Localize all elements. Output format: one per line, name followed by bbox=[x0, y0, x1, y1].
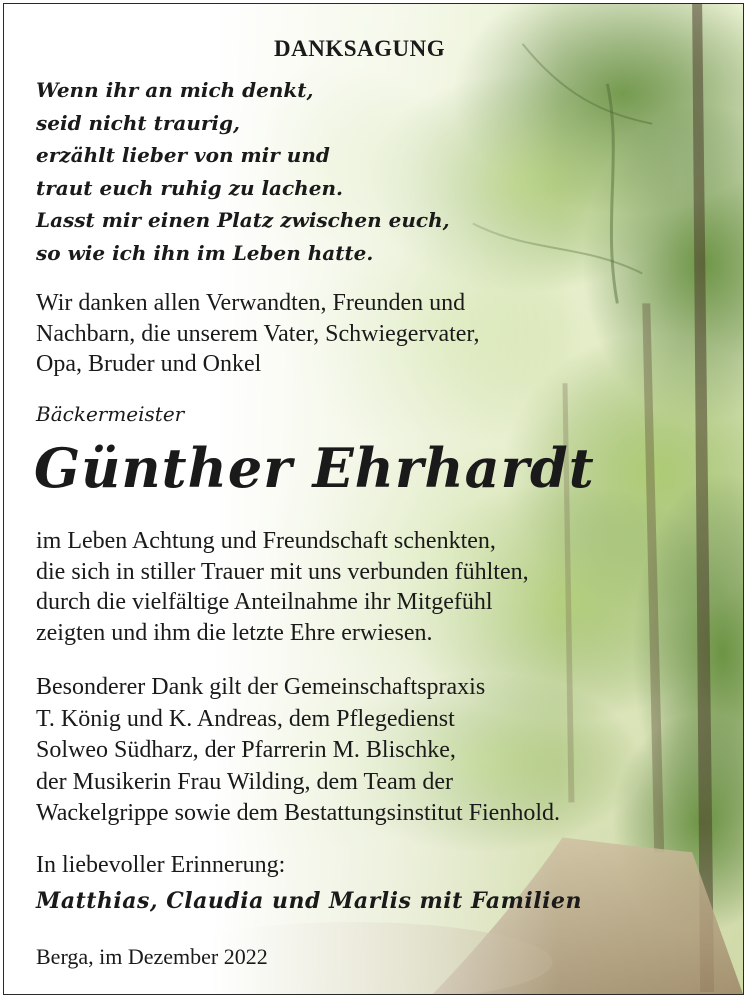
notice-content bbox=[4, 4, 743, 994]
family-signature: Matthias, Claudia und Marlis mit Familien bbox=[36, 888, 582, 914]
intro-line: Wir danken allen Verwandten, Freunden und bbox=[36, 290, 466, 316]
poem-line: Lasst mir einen Platz zwischen euch, bbox=[36, 208, 450, 233]
intro-line: Opa, Bruder und Onkel bbox=[36, 351, 262, 377]
occupation: Bäckermeister bbox=[36, 402, 185, 426]
deceased-name: Günther Ehrhardt bbox=[34, 436, 595, 500]
poem-line: seid nicht traurig, bbox=[36, 110, 240, 135]
thanks-line: zeigten und ihm die letzte Ehre erwiesen. bbox=[36, 619, 433, 646]
obituary-card bbox=[3, 3, 744, 995]
thanks-line: im Leben Achtung und Freundschaft schenkten, bbox=[36, 528, 496, 554]
special-thanks-line: der Musikerin Frau Wilding, dem Team der bbox=[36, 768, 454, 795]
place-date: Berga, im Dezember 2022 bbox=[36, 944, 268, 969]
poem-line: so wie ich ihn im Leben hatte. bbox=[36, 240, 374, 265]
poem bbox=[36, 74, 450, 270]
intro-paragraph bbox=[36, 288, 479, 380]
special-thanks-line: Besonderer Dank gilt der Gemeinschaftspraxis bbox=[36, 674, 486, 700]
thanks-line: durch die vielfältige Anteilnahme ihr Mitgefühl bbox=[36, 589, 493, 615]
remembrance-label: In liebevoller Erinnerung: bbox=[36, 852, 286, 878]
special-thanks-paragraph bbox=[36, 672, 560, 830]
poem-line: erzählt lieber von mir und bbox=[36, 143, 330, 168]
notice-title: DANKSAGUNG bbox=[274, 36, 446, 61]
poem-line: traut euch ruhig zu lachen. bbox=[36, 175, 343, 200]
special-thanks-line: T. König und K. Andreas, dem Pflegedienst bbox=[36, 705, 455, 732]
thanks-paragraph bbox=[36, 526, 529, 648]
intro-line: Nachbarn, die unserem Vater, Schwiegervater, bbox=[36, 320, 480, 347]
thanks-line: die sich in stiller Trauer mit uns verbunden fühlten, bbox=[36, 558, 529, 585]
special-thanks-line: Wackelgrippe sowie dem Bestattungsinstitut Fienhold. bbox=[36, 800, 560, 826]
special-thanks-line: Solweo Südharz, der Pfarrerin M. Blischke, bbox=[36, 737, 456, 763]
poem-line: Wenn ihr an mich denkt, bbox=[36, 78, 314, 102]
